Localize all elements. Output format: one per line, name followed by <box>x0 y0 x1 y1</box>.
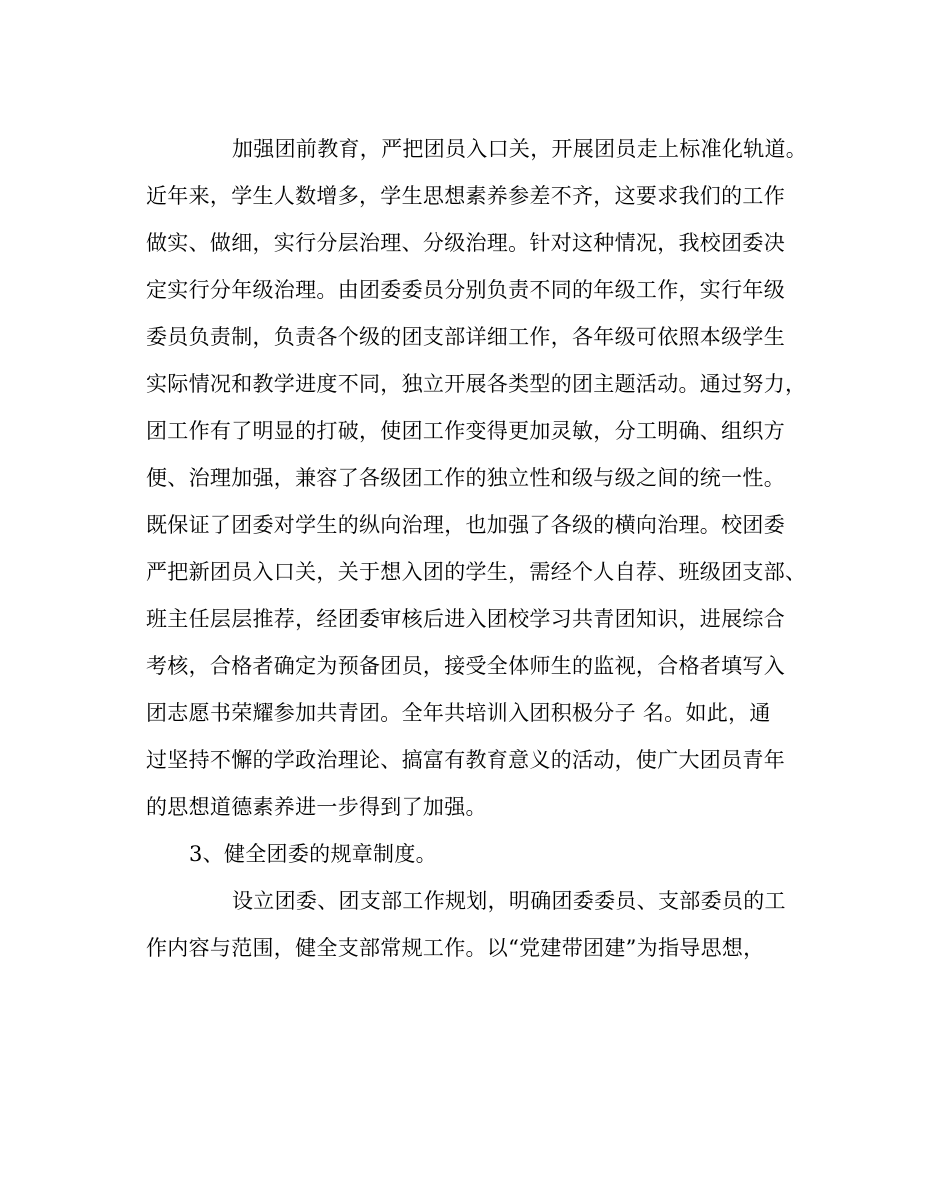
paragraph-line: 团工作有了明显的打破，使团工作变得更加灵敏，分工明确、组织方 <box>146 419 785 443</box>
paragraph-line: 设立团委、团支部工作规划，明确团委委员、支部委员的工 <box>232 889 786 913</box>
paragraph-line: 加强团前教育，严把团员入口关，开展团员走上标准化轨道。 <box>232 137 808 161</box>
paragraph-line: 委员负责制，负责各个级的团支部详细工作，各年级可依照本级学生 <box>146 325 785 349</box>
paragraph-line: 既保证了团委对学生的纵向治理，也加强了各级的横向治理。校团委 <box>146 513 785 537</box>
paragraph-line: 作内容与范围，健全支部常规工作。以“党建带团建”为指导思想， <box>146 936 765 960</box>
paragraph-line: 严把新团员入口关，关于想入团的学生，需经个人自荐、班级团支部、 <box>146 560 807 584</box>
paragraph-line: 做实、做细，实行分层治理、分级治理。针对这种情况，我校团委决 <box>146 231 785 255</box>
paragraph-line: 便、治理加强，兼容了各级团工作的独立性和级与级之间的统一性。 <box>146 466 785 490</box>
paragraph-line: 过坚持不懈的学政治理论、搞富有教育意义的活动，使广大团员青年 <box>146 748 785 772</box>
paragraph-line: 的思想道德素养进一步得到了加强。 <box>146 795 487 819</box>
paragraph-line: 实际情况和教学进度不同，独立开展各类型的团主题活动。通过努力， <box>146 372 807 396</box>
paragraph-line: 团志愿书荣耀参加共青团。全年共培训入团积极分子 名。如此，通 <box>146 701 771 725</box>
paragraph-line: 考核，合格者确定为预备团员，接受全体师生的监视，合格者填写入 <box>146 654 785 678</box>
paragraph-line: 近年来，学生人数增多，学生思想素养参差不齐，这要求我们的工作 <box>146 184 785 208</box>
section-heading: 3、健全团委的规章制度。 <box>189 842 437 866</box>
paragraph-line: 定实行分年级治理。由团委委员分别负责不同的年级工作，实行年级 <box>146 278 785 302</box>
paragraph-line: 班主任层层推荐，经团委审核后进入团校学习共青团知识，进展综合 <box>146 607 785 631</box>
